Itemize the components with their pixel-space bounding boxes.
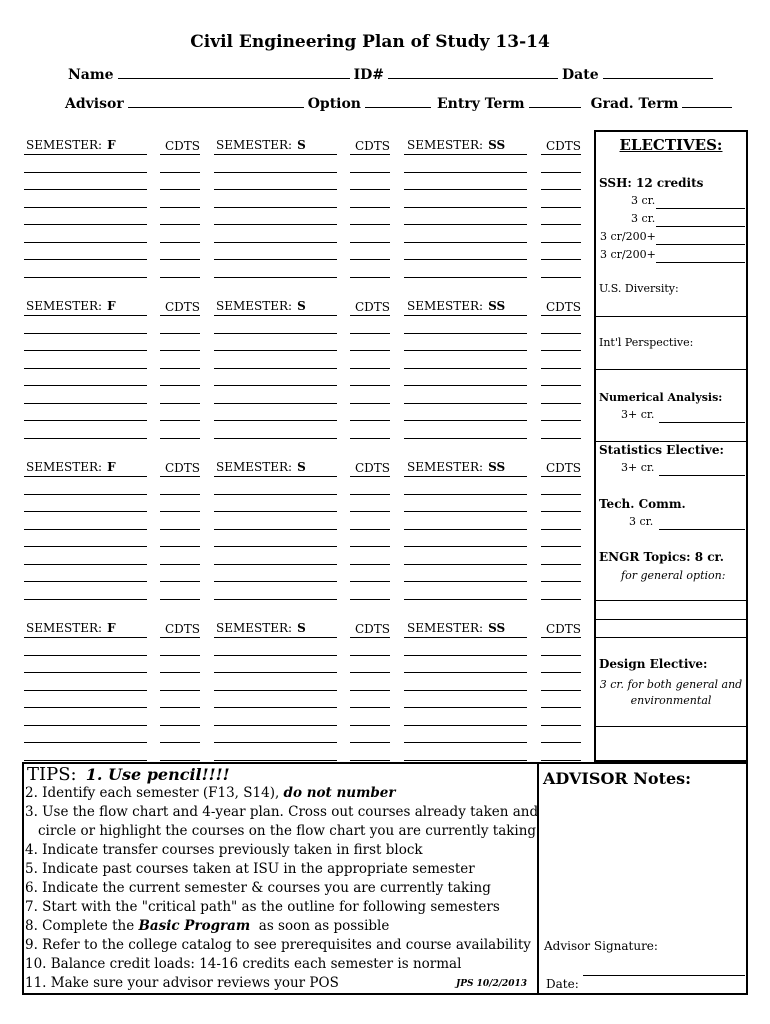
credit-line[interactable] xyxy=(160,529,200,530)
course-line[interactable] xyxy=(24,350,147,351)
electives-box xyxy=(594,130,748,762)
course-line[interactable] xyxy=(24,672,147,673)
tip-4: 4. Indicate transfer courses previously taken in first block xyxy=(25,842,423,858)
course-line[interactable] xyxy=(214,599,337,600)
credit-line[interactable] xyxy=(160,242,200,243)
credit-line[interactable] xyxy=(350,599,390,600)
course-line[interactable] xyxy=(404,707,527,708)
course-line[interactable] xyxy=(214,511,337,512)
tip-9: 9. Refer to the college catalog to see prerequisites and course availability xyxy=(25,937,531,953)
credit-line[interactable] xyxy=(350,154,390,155)
credit-line[interactable] xyxy=(541,224,581,225)
credit-line[interactable] xyxy=(350,350,390,351)
semester-label: SEMESTER: S xyxy=(216,460,306,474)
course-line[interactable] xyxy=(214,172,337,173)
course-line[interactable] xyxy=(404,529,527,530)
ssh-row-label: 3 cr. xyxy=(631,212,656,225)
credit-line[interactable] xyxy=(350,511,390,512)
course-line[interactable] xyxy=(404,438,527,439)
course-line[interactable] xyxy=(404,546,527,547)
credit-line[interactable] xyxy=(541,333,581,334)
credit-line[interactable] xyxy=(160,546,200,547)
name-row xyxy=(68,66,717,83)
semester-label: SEMESTER: F xyxy=(26,138,116,152)
divider xyxy=(596,369,746,370)
tips-heading-row xyxy=(27,764,230,785)
course-line[interactable] xyxy=(24,333,147,334)
course-line[interactable] xyxy=(404,655,527,656)
credit-line[interactable] xyxy=(350,546,390,547)
credit-line[interactable] xyxy=(350,707,390,708)
credit-line[interactable] xyxy=(160,599,200,600)
course-line[interactable] xyxy=(404,511,527,512)
advisor-notes-box xyxy=(537,762,748,995)
course-line[interactable] xyxy=(214,690,337,691)
numerical-analysis-label: Numerical Analysis: xyxy=(599,391,723,404)
advisor-signature-label: Advisor Signature: xyxy=(544,939,658,953)
course-line[interactable] xyxy=(214,581,337,582)
credit-line[interactable] xyxy=(350,259,390,260)
credit-line[interactable] xyxy=(160,742,200,743)
course-line[interactable] xyxy=(24,742,147,743)
course-line[interactable] xyxy=(24,189,147,190)
credit-line[interactable] xyxy=(541,511,581,512)
credit-line[interactable] xyxy=(160,511,200,512)
course-line[interactable] xyxy=(214,277,337,278)
semester-label: SEMESTER: SS xyxy=(407,299,506,313)
cdts-label: CDTS xyxy=(355,300,391,314)
ssh-field[interactable] xyxy=(656,226,745,227)
semester-label: SEMESTER: S xyxy=(216,299,306,313)
tip-3-cont: circle or highlight the courses on the flow chart you are currently taking xyxy=(38,823,537,839)
advisor-signature-field[interactable] xyxy=(583,975,745,976)
credit-line[interactable] xyxy=(160,333,200,334)
course-line[interactable] xyxy=(404,742,527,743)
credit-line[interactable] xyxy=(350,438,390,439)
course-line[interactable] xyxy=(214,725,337,726)
course-line[interactable] xyxy=(214,529,337,530)
course-line[interactable] xyxy=(214,189,337,190)
cdts-label: CDTS xyxy=(546,461,582,475)
course-line[interactable] xyxy=(214,637,337,638)
advisor-field[interactable] xyxy=(128,95,304,108)
cdts-label: CDTS xyxy=(355,461,391,475)
credit-line[interactable] xyxy=(541,385,581,386)
course-line[interactable] xyxy=(24,420,147,421)
ssh-row-label: 3 cr. xyxy=(631,194,656,207)
semester-label: SEMESTER: S xyxy=(216,621,306,635)
design-elective-label: Design Elective: xyxy=(599,657,708,671)
course-line[interactable] xyxy=(404,315,527,316)
course-line[interactable] xyxy=(404,368,527,369)
credit-line[interactable] xyxy=(160,172,200,173)
course-line[interactable] xyxy=(24,494,147,495)
tip-1: 1. Use pencil!!!! xyxy=(85,765,230,784)
id-field[interactable] xyxy=(388,66,558,79)
credit-line[interactable] xyxy=(541,564,581,565)
course-line[interactable] xyxy=(404,476,527,477)
course-line[interactable] xyxy=(214,207,337,208)
credit-line[interactable] xyxy=(350,242,390,243)
semester-label: SEMESTER: F xyxy=(26,299,116,313)
course-line[interactable] xyxy=(404,172,527,173)
course-line[interactable] xyxy=(24,172,147,173)
cdts-label: CDTS xyxy=(165,300,201,314)
course-line[interactable] xyxy=(404,189,527,190)
course-line[interactable] xyxy=(24,511,147,512)
ssh-field[interactable] xyxy=(656,208,745,209)
course-line[interactable] xyxy=(404,224,527,225)
cdts-label: CDTS xyxy=(546,300,582,314)
credit-line[interactable] xyxy=(160,655,200,656)
course-line[interactable] xyxy=(24,259,147,260)
credit-line[interactable] xyxy=(541,760,581,761)
course-line[interactable] xyxy=(24,725,147,726)
electives-title: ELECTIVES: xyxy=(619,136,723,154)
course-line[interactable] xyxy=(404,690,527,691)
grad-term-field[interactable] xyxy=(682,95,732,108)
tech-comm-label: Tech. Comm. xyxy=(599,497,686,511)
credit-line[interactable] xyxy=(541,742,581,743)
course-line[interactable] xyxy=(214,476,337,477)
course-line[interactable] xyxy=(404,725,527,726)
credit-line[interactable] xyxy=(350,529,390,530)
course-line[interactable] xyxy=(24,690,147,691)
credit-line[interactable] xyxy=(160,403,200,404)
course-line[interactable] xyxy=(24,707,147,708)
credit-line[interactable] xyxy=(541,707,581,708)
credit-line[interactable] xyxy=(541,529,581,530)
course-line[interactable] xyxy=(24,476,147,477)
course-line[interactable] xyxy=(214,564,337,565)
engr-topics-label: ENGR Topics: 8 cr. xyxy=(599,550,724,564)
ssh-field[interactable] xyxy=(656,262,745,263)
credit-line[interactable] xyxy=(541,494,581,495)
tips-box xyxy=(22,762,539,995)
credit-line[interactable] xyxy=(160,277,200,278)
date-field[interactable] xyxy=(603,66,713,79)
engr-topics-line[interactable] xyxy=(596,619,746,620)
advisor-row xyxy=(65,95,736,112)
credit-line[interactable] xyxy=(350,637,390,638)
course-line[interactable] xyxy=(214,154,337,155)
credit-line[interactable] xyxy=(160,189,200,190)
course-line[interactable] xyxy=(24,207,147,208)
course-line[interactable] xyxy=(404,242,527,243)
credit-line[interactable] xyxy=(160,581,200,582)
tip-7: 7. Start with the "critical path" as the outline for following semesters xyxy=(25,899,500,915)
course-line[interactable] xyxy=(24,277,147,278)
credit-line[interactable] xyxy=(541,655,581,656)
course-line[interactable] xyxy=(214,333,337,334)
credit-line[interactable] xyxy=(350,207,390,208)
course-line[interactable] xyxy=(404,581,527,582)
credit-line[interactable] xyxy=(541,476,581,477)
semester-label: SEMESTER: SS xyxy=(407,621,506,635)
course-line[interactable] xyxy=(404,494,527,495)
credit-line[interactable] xyxy=(541,438,581,439)
course-line[interactable] xyxy=(24,655,147,656)
credit-line[interactable] xyxy=(541,259,581,260)
numerical-cr: 3+ cr. xyxy=(621,408,655,421)
divider xyxy=(596,316,746,317)
credit-line[interactable] xyxy=(350,277,390,278)
credit-line[interactable] xyxy=(160,564,200,565)
cdts-label: CDTS xyxy=(355,139,391,153)
credit-line[interactable] xyxy=(541,277,581,278)
tip-10: 10. Balance credit loads: 14-16 credits each semester is normal xyxy=(25,956,462,972)
credit-line[interactable] xyxy=(350,368,390,369)
grad-term-label: Grad. Term xyxy=(590,96,679,112)
tip-6: 6. Indicate the current semester & courses you are currently taking xyxy=(25,880,491,896)
statistics-field[interactable] xyxy=(659,475,745,476)
credit-line[interactable] xyxy=(541,672,581,673)
course-line[interactable] xyxy=(214,760,337,761)
course-line[interactable] xyxy=(24,438,147,439)
semester-label: SEMESTER: F xyxy=(26,460,116,474)
credit-line[interactable] xyxy=(350,742,390,743)
ssh-row-label: 3 cr/200+ xyxy=(600,230,656,243)
course-line[interactable] xyxy=(214,385,337,386)
engr-topics-line[interactable] xyxy=(596,600,746,601)
credit-line[interactable] xyxy=(541,403,581,404)
tip-5: 5. Indicate past courses taken at ISU in the appropriate semester xyxy=(25,861,475,877)
course-line[interactable] xyxy=(24,599,147,600)
credit-line[interactable] xyxy=(160,259,200,260)
credit-line[interactable] xyxy=(541,599,581,600)
course-line[interactable] xyxy=(404,333,527,334)
credit-line[interactable] xyxy=(160,637,200,638)
design-note: environmental xyxy=(630,694,712,707)
credit-line[interactable] xyxy=(160,760,200,761)
credit-line[interactable] xyxy=(350,672,390,673)
credit-line[interactable] xyxy=(541,420,581,421)
credit-line[interactable] xyxy=(350,333,390,334)
credit-line[interactable] xyxy=(350,690,390,691)
divider xyxy=(596,726,746,727)
course-line[interactable] xyxy=(214,350,337,351)
page-title: Civil Engineering Plan of Study 13-14 xyxy=(190,32,550,52)
course-line[interactable] xyxy=(404,420,527,421)
course-line[interactable] xyxy=(214,672,337,673)
tip-8: 8. Complete the Basic Program as soon as possible xyxy=(25,918,390,934)
credit-line[interactable] xyxy=(160,207,200,208)
credit-line[interactable] xyxy=(541,546,581,547)
course-line[interactable] xyxy=(24,315,147,316)
course-line[interactable] xyxy=(404,672,527,673)
course-line[interactable] xyxy=(404,564,527,565)
engr-topics-note: for general option: xyxy=(621,569,726,582)
course-line[interactable] xyxy=(24,581,147,582)
credit-line[interactable] xyxy=(350,476,390,477)
name-field[interactable] xyxy=(118,66,350,79)
id-label: ID# xyxy=(353,67,385,83)
course-line[interactable] xyxy=(214,315,337,316)
course-line[interactable] xyxy=(404,207,527,208)
course-line[interactable] xyxy=(24,154,147,155)
divider xyxy=(596,637,746,638)
course-line[interactable] xyxy=(404,350,527,351)
credit-line[interactable] xyxy=(160,690,200,691)
course-line[interactable] xyxy=(404,403,527,404)
numerical-field[interactable] xyxy=(659,422,745,423)
credit-line[interactable] xyxy=(160,224,200,225)
credit-line[interactable] xyxy=(160,154,200,155)
course-line[interactable] xyxy=(24,546,147,547)
course-line[interactable] xyxy=(404,154,527,155)
credit-line[interactable] xyxy=(160,385,200,386)
course-line[interactable] xyxy=(214,242,337,243)
name-label: Name xyxy=(68,67,114,83)
credit-line[interactable] xyxy=(350,494,390,495)
credit-line[interactable] xyxy=(350,315,390,316)
semester-label: SEMESTER: S xyxy=(216,138,306,152)
course-line[interactable] xyxy=(404,760,527,761)
jps-signature: JPS 10/2/2013 xyxy=(456,979,528,989)
credit-line[interactable] xyxy=(541,172,581,173)
credit-line[interactable] xyxy=(160,476,200,477)
advisor-label: Advisor xyxy=(65,96,124,112)
credit-line[interactable] xyxy=(541,690,581,691)
credit-line[interactable] xyxy=(541,368,581,369)
course-line[interactable] xyxy=(214,224,337,225)
course-line[interactable] xyxy=(24,403,147,404)
credit-line[interactable] xyxy=(541,154,581,155)
course-line[interactable] xyxy=(214,494,337,495)
course-line[interactable] xyxy=(214,707,337,708)
design-note: 3 cr. for both general and xyxy=(599,678,743,691)
cdts-label: CDTS xyxy=(165,622,201,636)
option-label: Option xyxy=(307,96,361,112)
credit-line[interactable] xyxy=(160,725,200,726)
course-line[interactable] xyxy=(24,224,147,225)
course-line[interactable] xyxy=(24,242,147,243)
credit-line[interactable] xyxy=(350,385,390,386)
us-diversity-label: U.S. Diversity: xyxy=(599,282,679,295)
credit-line[interactable] xyxy=(350,172,390,173)
cdts-label: CDTS xyxy=(355,622,391,636)
credit-line[interactable] xyxy=(160,438,200,439)
credit-line[interactable] xyxy=(350,655,390,656)
credit-line[interactable] xyxy=(160,672,200,673)
credit-line[interactable] xyxy=(350,760,390,761)
credit-line[interactable] xyxy=(350,581,390,582)
course-line[interactable] xyxy=(404,599,527,600)
credit-line[interactable] xyxy=(541,315,581,316)
course-line[interactable] xyxy=(214,403,337,404)
course-line[interactable] xyxy=(404,277,527,278)
course-line[interactable] xyxy=(214,742,337,743)
cdts-label: CDTS xyxy=(546,622,582,636)
credit-line[interactable] xyxy=(541,725,581,726)
course-line[interactable] xyxy=(24,368,147,369)
tip-2: 2. Identify each semester (F13, S14), do not number xyxy=(25,785,396,801)
entry-term-label: Entry Term xyxy=(437,96,525,112)
semester-label: SEMESTER: F xyxy=(26,621,116,635)
course-line[interactable] xyxy=(404,637,527,638)
option-field[interactable] xyxy=(365,95,431,108)
credit-line[interactable] xyxy=(541,242,581,243)
course-line[interactable] xyxy=(214,259,337,260)
credit-line[interactable] xyxy=(350,420,390,421)
entry-term-field[interactable] xyxy=(529,95,581,108)
course-line[interactable] xyxy=(404,385,527,386)
divider xyxy=(596,441,746,442)
credit-line[interactable] xyxy=(160,494,200,495)
credit-line[interactable] xyxy=(350,564,390,565)
course-line[interactable] xyxy=(24,637,147,638)
tip-11: 11. Make sure your advisor reviews your POS xyxy=(25,975,339,991)
statistics-label: Statistics Elective: xyxy=(599,443,724,457)
course-line[interactable] xyxy=(24,564,147,565)
date-label: Date xyxy=(562,67,599,83)
credit-line[interactable] xyxy=(541,189,581,190)
course-line[interactable] xyxy=(214,438,337,439)
course-line[interactable] xyxy=(214,368,337,369)
credit-line[interactable] xyxy=(350,224,390,225)
ssh-row-label: 3 cr/200+ xyxy=(600,248,656,261)
credit-line[interactable] xyxy=(160,315,200,316)
course-line[interactable] xyxy=(24,760,147,761)
credit-line[interactable] xyxy=(541,207,581,208)
credit-line[interactable] xyxy=(350,403,390,404)
credit-line[interactable] xyxy=(541,581,581,582)
cdts-label: CDTS xyxy=(165,461,201,475)
course-line[interactable] xyxy=(214,655,337,656)
cdts-label: CDTS xyxy=(546,139,582,153)
credit-line[interactable] xyxy=(541,350,581,351)
course-line[interactable] xyxy=(214,420,337,421)
statistics-cr: 3+ cr. xyxy=(621,461,655,474)
tech-comm-field[interactable] xyxy=(659,529,745,530)
course-line[interactable] xyxy=(214,546,337,547)
semester-label: SEMESTER: SS xyxy=(407,138,506,152)
course-line[interactable] xyxy=(24,385,147,386)
credit-line[interactable] xyxy=(350,189,390,190)
tips-heading: TIPS: xyxy=(27,764,77,785)
credit-line[interactable] xyxy=(160,350,200,351)
ssh-label: SSH: 12 credits xyxy=(599,176,704,190)
advisor-notes-heading: ADVISOR Notes: xyxy=(543,769,692,788)
cdts-label: CDTS xyxy=(165,139,201,153)
tip-3: 3. Use the flow chart and 4-year plan. Cross out courses already taken and xyxy=(25,804,539,820)
tech-comm-cr: 3 cr. xyxy=(629,515,654,528)
course-line[interactable] xyxy=(24,529,147,530)
credit-line[interactable] xyxy=(160,368,200,369)
course-line[interactable] xyxy=(404,259,527,260)
ssh-field[interactable] xyxy=(656,244,745,245)
intl-perspective-label: Int'l Perspective: xyxy=(599,336,694,349)
credit-line[interactable] xyxy=(350,725,390,726)
credit-line[interactable] xyxy=(160,707,200,708)
semester-label: SEMESTER: SS xyxy=(407,460,506,474)
advisor-date-label: Date: xyxy=(546,977,579,991)
credit-line[interactable] xyxy=(160,420,200,421)
credit-line[interactable] xyxy=(541,637,581,638)
